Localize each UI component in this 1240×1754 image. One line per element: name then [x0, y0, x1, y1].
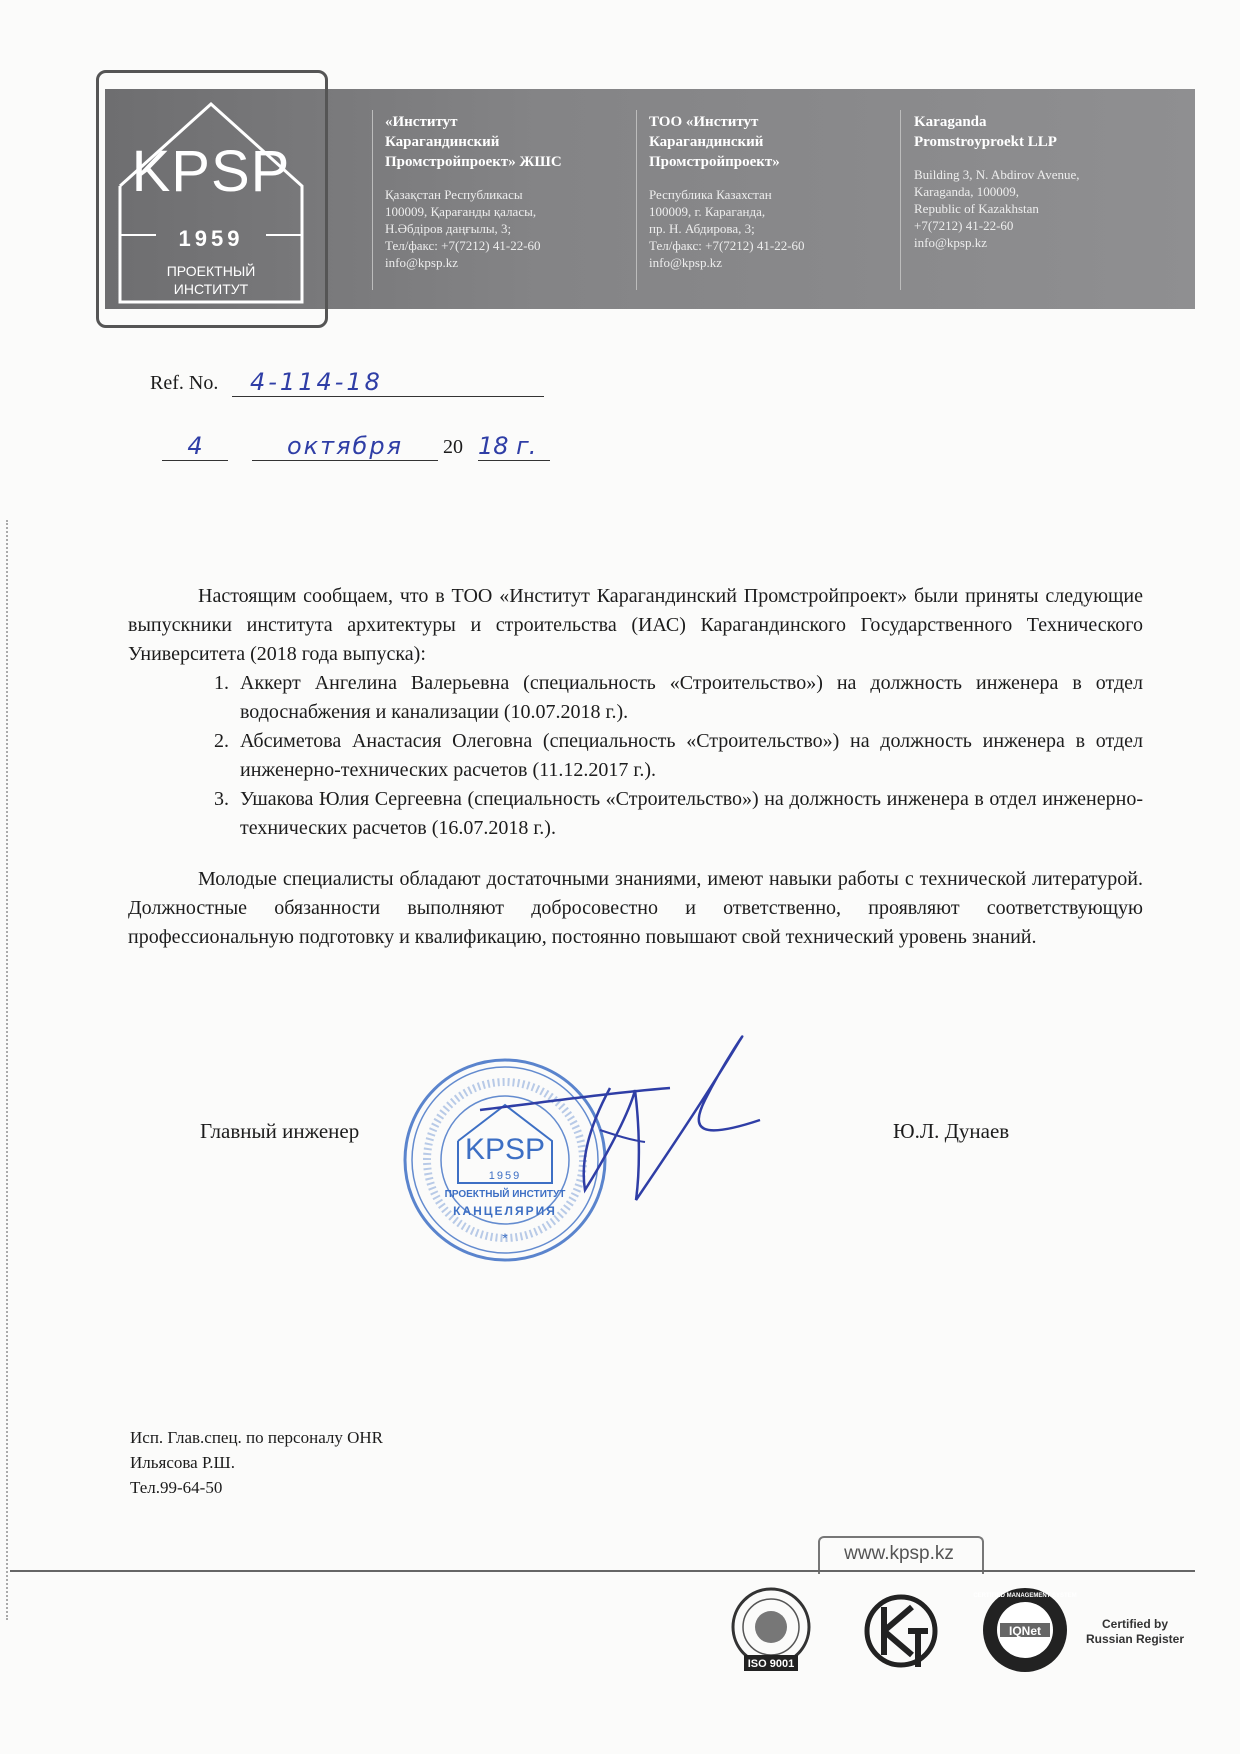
- stamp-center: KPSP: [464, 1133, 546, 1166]
- header-column-en: [914, 112, 1154, 251]
- list-item: 2. Абсиметова Анастасия Олеговна (специальность «Строительство») на должность инженера в отдел инженерно-технических расчетов (11.12.2017 г.).: [234, 727, 1143, 785]
- conclusion-block: [128, 865, 1143, 952]
- footer-rule: [10, 1570, 1195, 1572]
- date-year-prefix: 20: [443, 436, 463, 458]
- date-month: октября: [252, 432, 438, 461]
- graduates-list: [128, 669, 1143, 843]
- company-name-en: Karaganda Promstroyproekt LLP: [914, 114, 1057, 150]
- company-name-kz: «Институт Карагандинский Промстройпроект» ЖШС: [385, 114, 562, 170]
- executor-phone: Тел.99-64-50: [130, 1478, 223, 1497]
- svg-text:*: *: [502, 1230, 508, 1246]
- date-day: 4: [162, 432, 228, 461]
- stamp-year: 1959: [488, 1170, 522, 1182]
- list-item: 3. Ушакова Юлия Сергеевна (специальность «Строительство») на должность инженера в отдел инженерно-технических расчетов (16.07.2018 г.).: [234, 785, 1143, 843]
- conclusion-paragraph: Молодые специалисты обладают достаточными знаниями, имеют навыки работы с технической литературой. Должностные обязанности выполняют добросовестно и ответственно, проявляют соответствующую профессиональную подготовку и квалификацию, постоянно повышают свой технический уровень знаний.: [128, 868, 1143, 948]
- logo-year: 1959: [178, 226, 244, 251]
- signatory-name: Ю.Л. Дунаев: [893, 1119, 1010, 1143]
- company-address-ru: Республика Казахстан 100009, г. Караганда, пр. Н. Абдирова, 3; Тел/факс: +7(7212) 41-22-60 info@kpsp.kz: [649, 187, 805, 270]
- iqnet-label: IQNet: [1008, 1624, 1042, 1638]
- header-divider: [636, 110, 637, 290]
- logo-text: KPSP: [131, 139, 291, 204]
- intro-paragraph: Настоящим сообщаем, что в ТОО «Институт Карагандинский Промстройпроект» были приняты следующие выпускники института архитектуры и строительства (ИАС) Карагандинского Государственного Технического Университета (2018 года выпуска):: [128, 585, 1143, 665]
- executor-info: [130, 1425, 383, 1500]
- iqnet-icon: [973, 1585, 1077, 1675]
- scan-edge-marks: [6, 520, 11, 1620]
- website-link[interactable]: www.kpsp.kz: [844, 1543, 954, 1564]
- date-year-suffix: 18 г.: [478, 432, 550, 461]
- ref-number: 4-114-18: [250, 368, 383, 396]
- signatory-title: Главный инженер: [200, 1119, 360, 1143]
- logo-subtitle: ПРОЕКТНЫЙ ИНСТИТУТ: [166, 263, 256, 297]
- company-address-kz: Қазақстан Республикасы 100009, Қарағанды қаласы, Н.Әбдіров даңғылы, 3; Тел/факс: +7(7212) 41-22-60 info@kpsp.kz: [385, 187, 541, 270]
- certified-by-text: Certified by Russian Register: [1085, 1617, 1185, 1646]
- header-column-ru: [649, 112, 889, 271]
- iso-9001-icon: [726, 1585, 816, 1675]
- header-divider: [900, 110, 901, 290]
- handwritten-signature: [440, 1030, 840, 1210]
- executor-name: Ильясова Р.Ш.: [130, 1453, 235, 1472]
- ref-underline: [232, 396, 544, 397]
- company-address-en: Building 3, N. Abdirov Avenue, Karaganda, 100009, Republic of Kazakhstan +7(7212) 41-22-60 info@kpsp.kz: [914, 167, 1080, 250]
- letter-body: [128, 582, 1143, 843]
- list-item: 1. Аккерт Ангелина Валерьевна (специальность «Строительство») на должность инженера в отдел водоснабжения и канализации (10.07.2018 г.).: [234, 669, 1143, 727]
- iso-label: ISO 9001: [747, 1658, 795, 1670]
- header-column-kz: [385, 112, 625, 271]
- ref-label: Ref. No.: [150, 372, 219, 394]
- iqnet-ring: CERTIFIED MANAGEMENT SYSTEM: [973, 1593, 1077, 1599]
- stamp-dept: КАНЦЕЛЯРИЯ: [453, 1204, 557, 1218]
- company-name-ru: ТОО «Институт Карагандинский Промстройпроект»: [649, 114, 780, 170]
- header-divider: [372, 110, 373, 290]
- stamp-inner: ПРОЕКТНЫЙ ИНСТИТУТ: [444, 1189, 566, 1200]
- executor-position: Исп. Глав.спец. по персоналу OHR: [130, 1428, 384, 1447]
- kt-certification-icon: [862, 1585, 940, 1677]
